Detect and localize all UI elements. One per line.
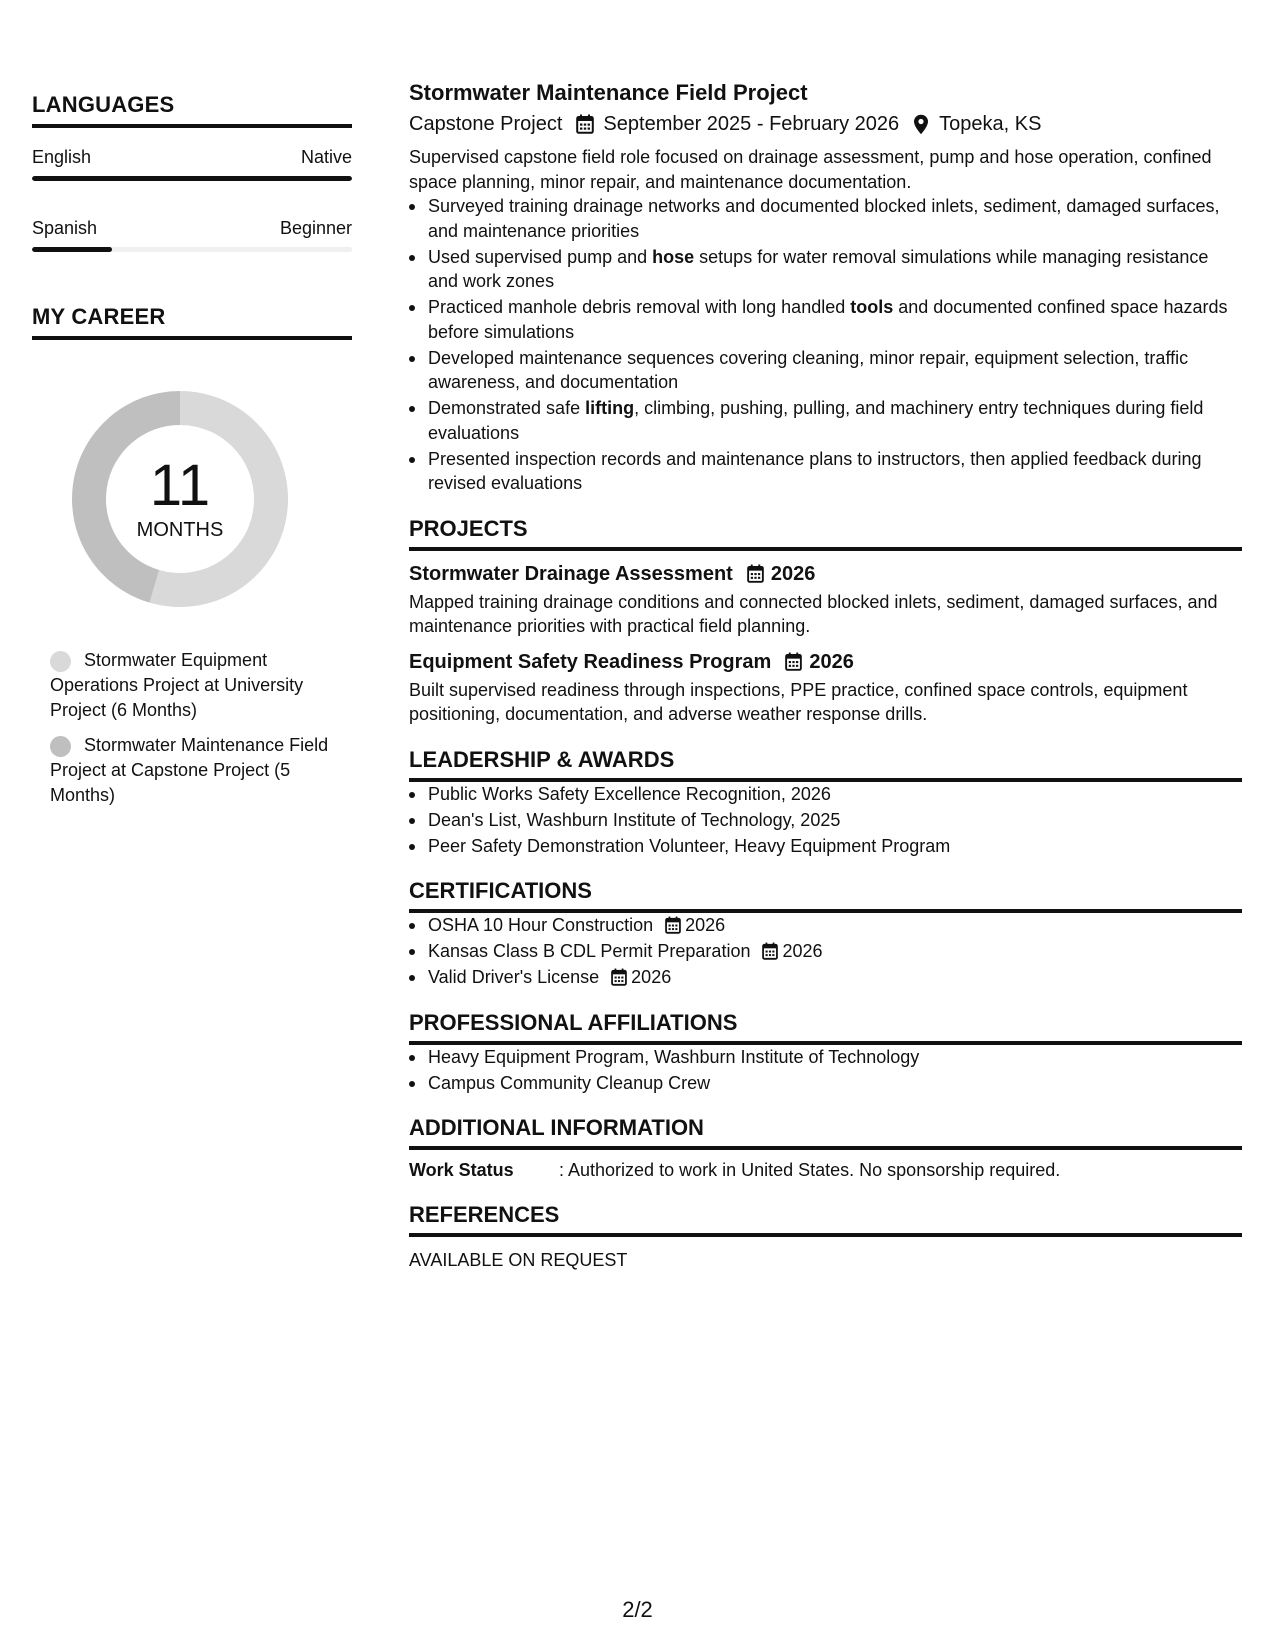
career-donut-chart bbox=[65, 384, 295, 614]
project-year: 2026 bbox=[770, 562, 816, 585]
legend-dot-icon bbox=[50, 651, 71, 672]
donut-center bbox=[65, 453, 295, 542]
list-item: Dean's List, Washburn Institute of Technology, 2025 bbox=[409, 808, 1242, 833]
list-item: Public Works Safety Excellence Recognition, 2026 bbox=[409, 782, 1242, 807]
language-proficiency-bar bbox=[32, 176, 352, 181]
language-item bbox=[32, 146, 352, 181]
project-title: Stormwater Drainage Assessment bbox=[409, 562, 733, 585]
project-description: Built supervised readiness through inspections, PPE practice, confined space controls, equipment positioning, documentation, and adverse weather response drills. bbox=[409, 679, 1188, 724]
calendar-icon bbox=[665, 916, 681, 934]
experience-title: Stormwater Maintenance Field Project bbox=[409, 80, 808, 105]
language-proficiency-fill bbox=[32, 247, 112, 252]
career-legend-label: Stormwater Maintenance Field Project at Capstone Project (5 Months) bbox=[50, 735, 329, 805]
languages-list bbox=[32, 146, 352, 252]
calendar-icon bbox=[785, 652, 802, 671]
project-title: Equipment Safety Readiness Program bbox=[409, 650, 772, 673]
map-pin-icon bbox=[913, 114, 929, 135]
calendar-icon bbox=[611, 968, 627, 986]
leadership-heading: LEADERSHIP & AWARDS bbox=[409, 747, 1242, 782]
additional-heading: ADDITIONAL INFORMATION bbox=[409, 1115, 1242, 1150]
references-text: AVAILABLE ON REQUEST bbox=[409, 1250, 628, 1270]
list-item bbox=[409, 913, 1242, 938]
project-item bbox=[409, 561, 1242, 639]
certification-name: OSHA 10 Hour Construction bbox=[428, 915, 654, 935]
list-item: Developed maintenance sequences covering cleaning, minor repair, equipment selection, traffic awareness, and documentation bbox=[409, 346, 1242, 395]
language-level: Beginner bbox=[279, 218, 352, 238]
page-number: 2/2 bbox=[622, 1597, 653, 1622]
list-item: Demonstrated safe lifting, climbing, pushing, pulling, and machinery entry techniques during field evaluations bbox=[409, 396, 1242, 445]
language-name: Spanish bbox=[32, 218, 98, 238]
career-total-unit: MONTHS bbox=[136, 519, 224, 541]
language-name: English bbox=[32, 147, 92, 167]
language-level: Native bbox=[300, 147, 352, 167]
certification-name: Kansas Class B CDL Permit Preparation bbox=[428, 941, 751, 961]
work-status-label: Work Status bbox=[409, 1160, 514, 1180]
experience-location: Topeka, KS bbox=[939, 113, 1042, 135]
list-item: Surveyed training drainage networks and documented blocked inlets, sediment, damaged surfaces, and maintenance priorities bbox=[409, 194, 1242, 243]
list-item bbox=[409, 939, 1242, 964]
certification-year: 2026 bbox=[782, 941, 823, 961]
project-description: Mapped training drainage conditions and connected blocked inlets, sediment, damaged surfaces, and maintenance priorities with practical field planning. bbox=[409, 591, 1218, 636]
certifications-list bbox=[409, 913, 1242, 990]
certifications-heading: CERTIFICATIONS bbox=[409, 878, 1242, 913]
certification-name: Valid Driver's License bbox=[428, 967, 600, 987]
experience-bullets bbox=[409, 194, 1242, 496]
list-item: Heavy Equipment Program, Washburn Institute of Technology bbox=[409, 1045, 1242, 1070]
calendar-icon bbox=[576, 114, 594, 134]
language-item bbox=[32, 217, 352, 252]
experience-dates: September 2025 - February 2026 bbox=[603, 113, 900, 135]
certification-year: 2026 bbox=[685, 915, 726, 935]
project-year: 2026 bbox=[809, 650, 854, 673]
list-item bbox=[409, 965, 1242, 990]
work-status-row bbox=[409, 1158, 1242, 1182]
experience-organization: Capstone Project bbox=[409, 113, 563, 135]
project-item bbox=[409, 649, 1242, 727]
legend-dot-icon bbox=[50, 736, 71, 757]
language-proficiency-fill bbox=[32, 176, 352, 181]
career-legend-label: Stormwater Equipment Operations Project at University Project (6 Months) bbox=[50, 650, 304, 720]
calendar-icon bbox=[762, 942, 778, 960]
list-item: Peer Safety Demonstration Volunteer, Heavy Equipment Program bbox=[409, 834, 1242, 859]
list-item: Presented inspection records and maintenance plans to instructors, then applied feedback during revised evaluations bbox=[409, 447, 1242, 496]
left-column bbox=[32, 92, 352, 818]
languages-heading: LANGUAGES bbox=[32, 92, 352, 128]
affiliations-list bbox=[409, 1045, 1242, 1096]
language-proficiency-bar bbox=[32, 247, 352, 252]
references-heading: REFERENCES bbox=[409, 1202, 1242, 1237]
certification-year: 2026 bbox=[631, 967, 672, 987]
experience-summary: Supervised capstone field role focused on drainage assessment, pump and hose operation, confined space planning, minor repair, and maintenance documentation. bbox=[409, 147, 1212, 192]
list-item: Campus Community Cleanup Crew bbox=[409, 1071, 1242, 1096]
work-status-value: : Authorized to work in United States. No sponsorship required. bbox=[559, 1160, 1061, 1180]
list-item: Used supervised pump and hose setups for water removal simulations while managing resistance and work zones bbox=[409, 245, 1242, 294]
career-legend-item bbox=[50, 648, 352, 723]
experience-meta bbox=[409, 109, 1242, 139]
career-heading: MY CAREER bbox=[32, 304, 352, 340]
career-legend-item bbox=[50, 733, 352, 808]
affiliations-heading: PROFESSIONAL AFFILIATIONS bbox=[409, 1010, 1242, 1045]
calendar-icon bbox=[747, 564, 764, 583]
career-legend bbox=[32, 648, 352, 808]
leadership-list bbox=[409, 782, 1242, 859]
projects-heading: PROJECTS bbox=[409, 516, 1242, 551]
right-column bbox=[409, 78, 1242, 1272]
career-total-number: 11 bbox=[149, 453, 211, 518]
list-item: Practiced manhole debris removal with long handled tools and documented confined space hazards before simulations bbox=[409, 295, 1242, 344]
